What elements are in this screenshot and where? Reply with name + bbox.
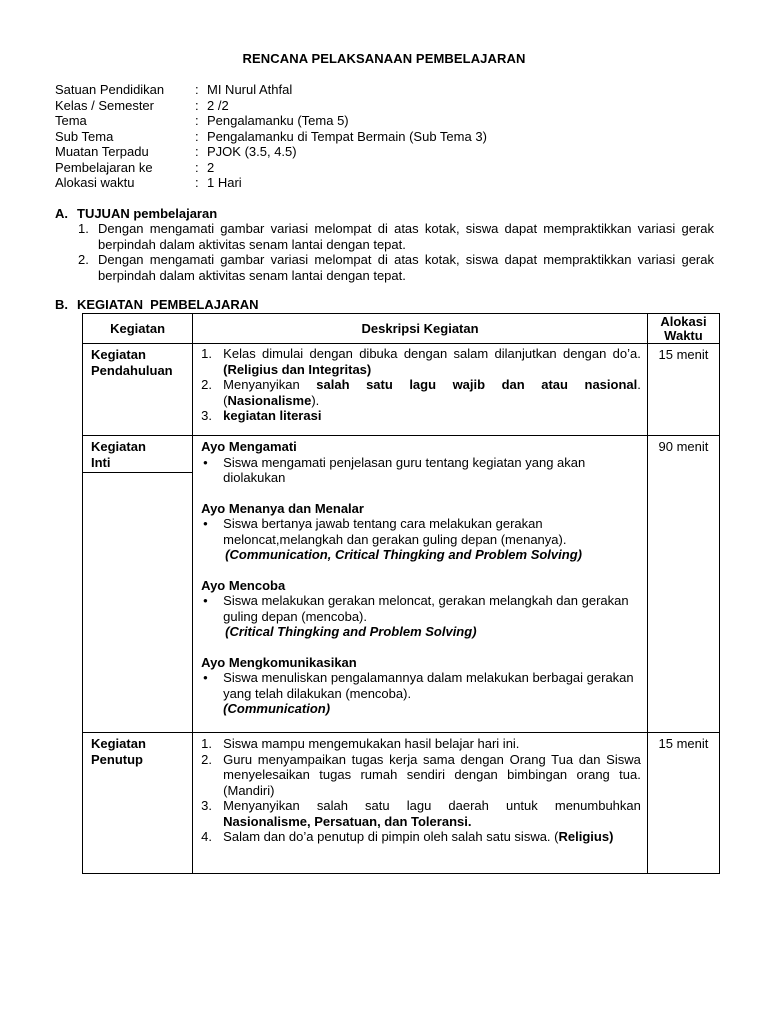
- bullet-text: Siswa melakukan gerakan meloncat, gerakan melangkah dan gerakan guling depan (mencoba).: [223, 593, 629, 624]
- item-bold: Religius): [558, 829, 614, 844]
- stage-line2: Inti: [91, 454, 111, 470]
- section-title: TUJUAN pembelajaran: [77, 206, 218, 221]
- info-colon: :: [195, 159, 199, 175]
- stage-cell: [83, 733, 193, 874]
- goal-item: [78, 252, 714, 283]
- bullet-item: [201, 516, 641, 547]
- stage-cell: [83, 436, 193, 733]
- header-alokasi-line2: Waktu: [664, 327, 703, 343]
- bullet-text: Siswa bertanya jawab tentang cara melakukan gerakan meloncat,melangkah dan gerakan guling depan (menanya).: [223, 516, 567, 547]
- header-alokasi-line1: Alokasi: [660, 313, 707, 329]
- goal-number: 2.: [78, 252, 89, 267]
- list-item: [201, 752, 641, 799]
- info-row: [55, 160, 487, 176]
- bullet-item: [201, 593, 641, 624]
- info-row: [55, 144, 487, 160]
- bullet-text: Siswa menuliskan pengalamannya dalam melakukan berbagai gerakan yang telah dilakukan (mencoba).: [223, 670, 634, 701]
- info-colon: :: [195, 82, 199, 97]
- info-value: Pengalamanku di Tempat Bermain (Sub Tema 3): [207, 128, 487, 144]
- info-label: Sub Tema: [55, 128, 114, 144]
- skill-tag: (Critical Thingking and Problem Solving): [225, 624, 477, 639]
- item-tail: . (: [223, 377, 641, 408]
- duration-cell: 15 menit: [647, 733, 719, 874]
- item-number: 1.: [201, 346, 213, 361]
- info-row: [55, 82, 487, 98]
- bullet-item: [201, 670, 641, 701]
- bullet-text: Siswa mengamati penjelasan guru tentang kegiatan yang akan diolakukan: [223, 454, 586, 485]
- header-deskripsi: Deskripsi Kegiatan: [193, 314, 648, 344]
- list-item: [201, 408, 641, 424]
- info-value: 2 /2: [207, 97, 229, 113]
- item-bold-2: Nasionalisme: [227, 392, 312, 408]
- stage-line1: Kegiatan: [91, 736, 146, 751]
- item-number: 2.: [201, 751, 213, 767]
- info-colon: :: [195, 144, 199, 159]
- bullet-item: [201, 455, 641, 486]
- table-header-row: [83, 314, 720, 344]
- info-colon: :: [195, 175, 199, 190]
- info-block: [55, 82, 487, 191]
- list-item: [201, 377, 641, 408]
- bullet-icon: •: [203, 454, 208, 470]
- info-row: [55, 98, 487, 114]
- stage-cell: [83, 344, 193, 436]
- duration-cell: 90 menit: [647, 436, 719, 733]
- stage-line2: Penutup: [91, 751, 143, 767]
- table-row-inti: [83, 436, 720, 733]
- item-number: 2.: [201, 377, 213, 392]
- info-value: 2: [207, 159, 215, 175]
- description-cell: [193, 436, 648, 733]
- item-bold: Nasionalisme, Persatuan, dan Toleransi.: [223, 813, 472, 829]
- info-value: PJOK (3.5, 4.5): [207, 144, 297, 159]
- info-label: Tema: [55, 113, 87, 128]
- item-text: Siswa mampu mengemukakan hasil belajar hari ini.: [223, 736, 520, 751]
- goal-number: 1.: [78, 221, 89, 236]
- list-item: [201, 829, 641, 845]
- description-cell: [193, 733, 648, 874]
- group-heading: Ayo Mengkomunikasikan: [201, 654, 357, 670]
- stage-divider: [83, 472, 192, 473]
- info-value: 1 Hari: [207, 175, 242, 190]
- info-label: Alokasi waktu: [55, 175, 135, 190]
- item-text: Menyanyikan salah satu lagu daerah untuk menumbuhkan: [223, 798, 641, 813]
- goals-list: [78, 221, 714, 283]
- bullet-icon: •: [203, 593, 208, 608]
- item-text: Kelas dimulai dengan dibuka dengan salam dilanjutkan dengan do’a.: [223, 346, 641, 361]
- info-label: Kelas / Semester: [55, 97, 154, 113]
- info-row: [55, 113, 487, 129]
- skill-tag: (Communication): [223, 701, 331, 716]
- activities-table: [82, 313, 720, 874]
- group-heading: Ayo Mengamati: [201, 439, 297, 454]
- stage-line1: Kegiatan: [91, 439, 146, 454]
- stage-line1: Kegiatan: [91, 347, 146, 362]
- table-row-penutup: [83, 733, 720, 874]
- info-label: Muatan Terpadu: [55, 144, 149, 159]
- description-cell: [193, 344, 648, 436]
- section-title: KEGIATAN PEMBELAJARAN: [77, 297, 259, 312]
- table-row-pendahuluan: [83, 344, 720, 436]
- item-number: 3.: [201, 408, 213, 423]
- section-b-heading: [55, 297, 259, 312]
- section-letter: B.: [55, 297, 68, 312]
- group-heading: Ayo Mencoba: [201, 577, 286, 593]
- goal-text: Dengan mengamati gambar variasi melompat di atas kotak, siswa dapat mempraktikkan variasi gerak berpindah dalam aktivitas senam lantai dengan tepat.: [98, 252, 714, 283]
- info-row: [55, 129, 487, 145]
- item-text: Menyanyikan: [223, 377, 317, 392]
- group-heading: Ayo Menanya dan Menalar: [201, 500, 364, 516]
- document-title: RENCANA PELAKSANAAN PEMBELAJARAN: [242, 51, 526, 66]
- goal-item: [78, 221, 714, 252]
- skill-tag: (Communication, Critical Thingking and Problem Solving): [225, 547, 582, 562]
- section-letter: A.: [55, 206, 68, 221]
- item-number: 3.: [201, 798, 213, 813]
- list-item: [201, 798, 641, 829]
- bullet-icon: •: [203, 516, 208, 531]
- info-value: Pengalamanku (Tema 5): [207, 113, 349, 128]
- info-colon: :: [195, 113, 199, 128]
- item-number: 4.: [201, 829, 213, 844]
- stage-line2: Pendahuluan: [91, 362, 173, 378]
- item-tail-2: ).: [311, 392, 320, 408]
- goal-text: Dengan mengamati gambar variasi melompat di atas kotak, siswa dapat mempraktikkan variasi gerak berpindah dalam aktivitas senam lantai dengan tepat.: [98, 221, 714, 252]
- info-row: [55, 175, 487, 191]
- item-text: Guru menyampaikan tugas kerja sama dengan Orang Tua dan Siswa menyelesaikan tugas rumah sendiri dengan bimbingan orang tua. (Mandiri): [223, 751, 641, 798]
- info-colon: :: [195, 97, 199, 113]
- item-bold: kegiatan literasi: [223, 408, 322, 423]
- list-item: [201, 736, 641, 752]
- item-number: 1.: [201, 736, 213, 751]
- item-bold: salah satu lagu wajib dan atau nasional: [316, 377, 638, 392]
- info-label: Pembelajaran ke: [55, 159, 153, 175]
- info-value: MI Nurul Athfal: [207, 82, 293, 97]
- info-colon: :: [195, 128, 199, 144]
- header-alokasi: [647, 314, 719, 344]
- list-item: [201, 346, 641, 377]
- bullet-icon: •: [203, 670, 208, 685]
- duration-cell: 15 menit: [647, 344, 719, 436]
- header-kegiatan: Kegiatan: [83, 314, 193, 344]
- item-bold: (Religius dan Integritas): [223, 361, 372, 377]
- item-text: Salam dan do’a penutup di pimpin oleh salah satu siswa. (: [223, 829, 559, 844]
- info-label: Satuan Pendidikan: [55, 82, 165, 97]
- section-a-heading: [55, 206, 217, 221]
